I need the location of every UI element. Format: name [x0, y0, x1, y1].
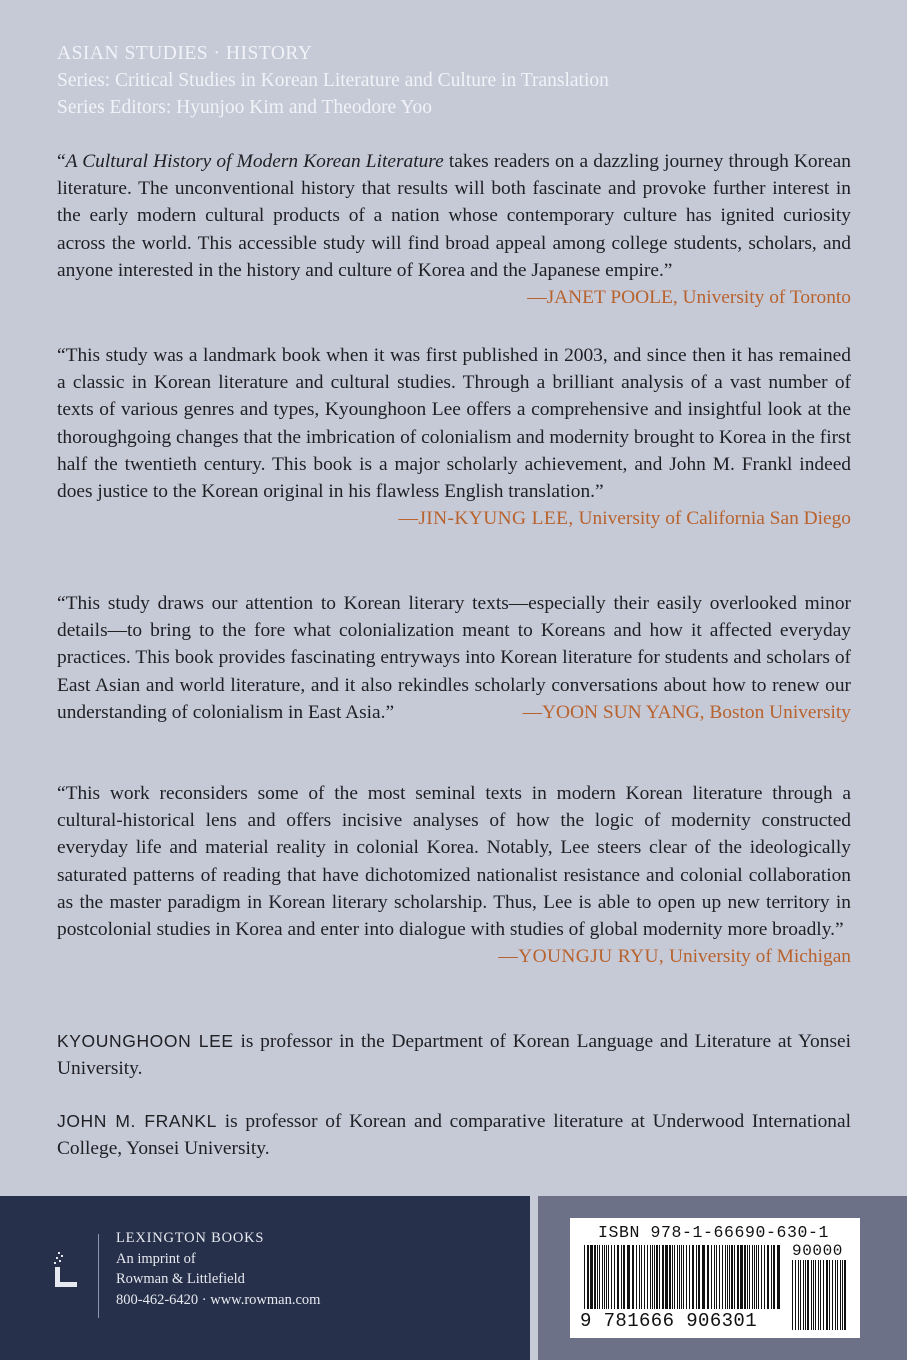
- endorsement-text: “This study draws our attention to Korean literary texts—especially their easily overlooked minor details—to bring to the fore what colonialization meant to Koreans and how it affected everyday practices. This book provides fascinating entryways into Korean literature for students and scholars of East Asian and world literature, and it also rekindles scholarly conversations about how to renew our understanding of colonialism in East Asia.”: [57, 593, 851, 723]
- footer-divider: [98, 1234, 99, 1318]
- author-bio-text: is professor in the Department of Korean Language and Literature at Yonsei University.: [57, 1031, 851, 1080]
- endorsement-text: “This study was a landmark book when it was first published in 2003, and since then it has remained a classic in Korean literature and cultural studies. Through a brilliant analysis of a vast number of texts of various genres and types, Kyounghoon Lee offers a comprehensive and insightful look at the thoroughgoing changes that the imbrication of colonialism and modernity brought to Korea in the first half the twentieth century. This book is a major scholarly achievement, and John M. Frankl indeed does justice to the Korean original in his flawless English translation.”: [57, 345, 851, 503]
- publisher-name: LEXINGTON BOOKS: [116, 1230, 265, 1246]
- subject-category: ASIAN STUDIES · HISTORY: [57, 43, 313, 64]
- endorsement-attribution: —JANET POOLE, University of Toronto: [527, 287, 851, 309]
- endorsement-attribution: —JIN-KYUNG LEE, University of California San Diego: [398, 508, 851, 530]
- publisher-footer: [0, 1196, 530, 1360]
- translator-name: JOHN M. FRANKL: [57, 1111, 218, 1131]
- price-addon: 90000: [792, 1242, 844, 1260]
- isbn-barcode: [570, 1218, 860, 1338]
- book-title: A Cultural History of Modern Korean Literature: [65, 151, 444, 172]
- endorsement-yang: [57, 590, 851, 726]
- ean-barcode: [584, 1245, 784, 1309]
- endorsement-text: takes readers on a dazzling journey through Korean literature. The unconventional history that results will both fascinate and provoke further interest in the early modern cultural products of a nation whose contemporary culture has ignited curiosity across the world. This accessible study will find broad appeal among college students, scholars, and anyone interested in the history and culture of Korea and the Japanese empire.”: [57, 151, 851, 281]
- endorsement-attribution: —YOUNGJU RYU, University of Michigan: [498, 946, 851, 968]
- series-editors: Series Editors: Hyunjoo Kim and Theodore Yoo: [57, 97, 432, 118]
- publisher-imprint: An imprint of: [116, 1250, 196, 1267]
- addon-barcode: [792, 1260, 850, 1330]
- endorsement-attribution: —YOON SUN YANG, Boston University: [522, 701, 851, 723]
- translator-bio-text: is professor of Korean and comparative literature at Underwood International College, Yonsei University.: [57, 1111, 851, 1160]
- author-name: KYOUNGHOON LEE: [57, 1031, 234, 1051]
- series-title: Series: Critical Studies in Korean Literature and Culture in Translation: [57, 70, 609, 91]
- open-quote: “: [57, 151, 66, 172]
- publisher-info: [116, 1228, 320, 1310]
- endorsement-poole: [57, 148, 851, 311]
- author-bio: [57, 1028, 851, 1082]
- translator-bio: [57, 1108, 851, 1162]
- endorsement-lee: [57, 342, 851, 532]
- series-header: [57, 40, 857, 121]
- publisher-contact: 800-462-6420 · www.rowman.com: [116, 1291, 321, 1308]
- publisher-parent: Rowman & Littlefield: [116, 1271, 245, 1287]
- endorsement-text: “This work reconsiders some of the most seminal texts in modern Korean literature through a cultural-historical lens and offers incisive analyses of how the logic of modernity constructed everyday life and material reality in colonial Korea. Notably, Lee steers clear of the ideologically saturated patterns of reading that have dichotomized nationalist resistance and colonial collaboration as the master paradigm in Korean literary scholarship. Thus, Lee is able to open up new territory in postcolonial studies in Korea and enter into dialogue with studies of global modernity more broadly.”: [57, 783, 851, 941]
- isbn-number: ISBN 978-1-66690-630-1: [598, 1223, 830, 1242]
- ean-digits: 9 781666 906301: [580, 1310, 758, 1332]
- endorsement-ryu: [57, 780, 851, 970]
- lexington-logo-icon: [52, 1248, 82, 1292]
